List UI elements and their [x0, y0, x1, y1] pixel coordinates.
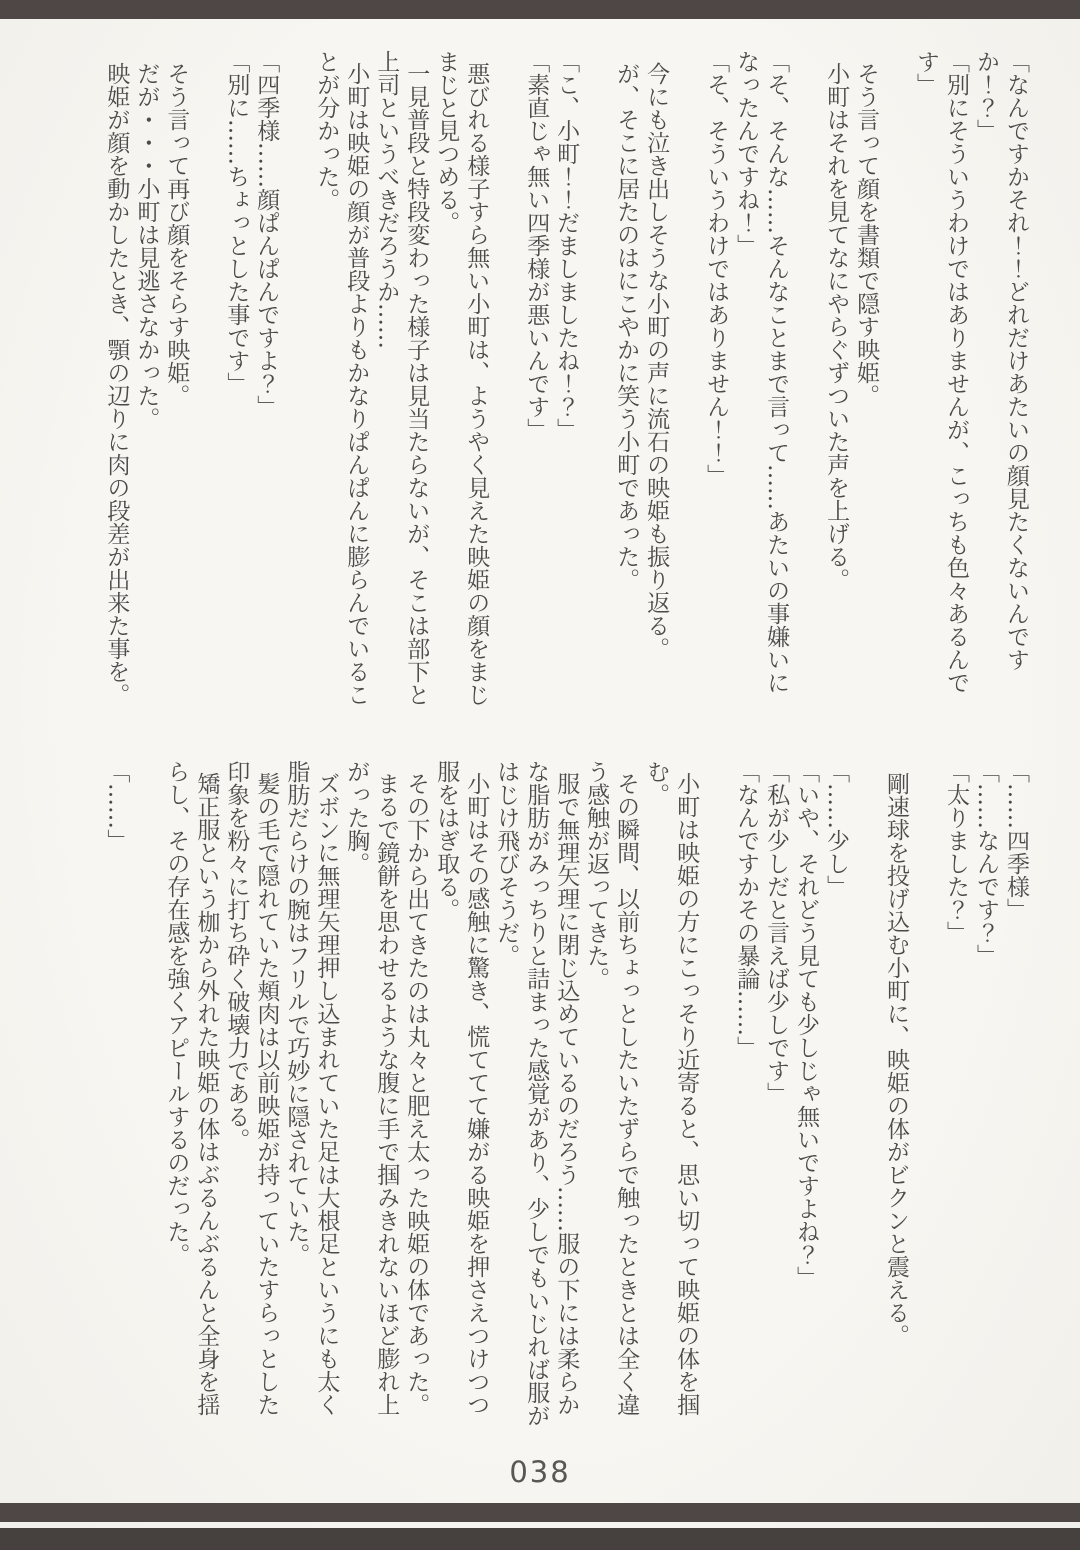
narrative-paragraph: 矯正服という枷から外れた映姫の体はぶるんぶるんと全身を揺らし、その存在感を強くアピールするのだった。 — [163, 760, 220, 1416]
paragraph-group-dialogue — [700, 50, 790, 707]
narrative-paragraph: 剛速球を投げ込む小町に、映姫の体がビクンと震える。 — [883, 772, 910, 1347]
paragraph-group-dialogue — [910, 50, 1030, 707]
dialogue-line: 「……少し」 — [823, 760, 850, 898]
dialogue-line: 「こ、小町！！だましましたね！？」 — [553, 50, 580, 441]
narrative-paragraph: そう言って再び顔をそらす映姫。 — [163, 62, 190, 407]
dialogue-line: 「……」 — [103, 760, 130, 852]
narrative-paragraph: 小町はその感触に驚き、慌ててて嫌がる映姫を押さえつけつつ服をはぎ取る。 — [433, 760, 490, 1416]
narrative-paragraph: 今にも泣き出しそうな小町の声に流石の映姫も振り返る。 — [643, 62, 670, 660]
paragraph-group-dialogue — [940, 760, 1030, 1430]
paragraph-group-narrative — [820, 50, 880, 707]
dialogue-line: 「別にそういうわけではありませんが、こっちも色々あるんです」 — [913, 50, 970, 694]
paragraph-group-dialogue — [220, 50, 280, 707]
dialogue-line: 「素直じゃ無い四季様が悪いんです」 — [523, 50, 550, 441]
narrative-paragraph: まるで鏡餅を思わせるような腹に手で掴みきれないほど膨れ上がった胸。 — [343, 760, 400, 1416]
dialogue-line: 「太りました？」 — [943, 760, 970, 944]
narrative-paragraph: そう言って顔を書類で隠す映姫。 — [853, 62, 880, 407]
paragraph-group-dialogue — [100, 760, 130, 1430]
narrative-paragraph: だが・・・小町は見逃さなかった。 — [133, 62, 160, 430]
paragraph-group-dialogue — [520, 50, 580, 707]
narrative-paragraph: その瞬間、以前ちょっとしたいたずらで触ったときとは全く違う感触が返ってきた。 — [583, 760, 640, 1416]
dialogue-line: 「別に……ちょっとした事です」 — [223, 50, 250, 395]
paragraph-group-narrative — [100, 50, 190, 707]
text-block-lower — [100, 760, 1030, 1430]
text-block-upper — [100, 50, 1030, 707]
dialogue-line: 「なんですかその暴論……」 — [733, 760, 760, 1059]
dialogue-line: 「……四季様」 — [1003, 760, 1029, 921]
bottom-border-bar-inner — [0, 1528, 1080, 1550]
paragraph-group-narrative — [610, 50, 670, 707]
narrative-paragraph: 髪の毛で隠れていた頬肉は以前映姫が持っていたすらっとした印象を粉々に打ち砕く破壊力である。 — [223, 760, 280, 1416]
bottom-border-bar-outer — [0, 1503, 1080, 1522]
narrative-paragraph: ズボンに無理矢理押し込まれていた足は大根足というにも太く脂肪だらけの腕はフリルで巧妙に隠されていた。 — [283, 760, 340, 1416]
narrative-paragraph: 小町は映姫の方にこっそり近寄ると、思い切って映姫の体を掴む。 — [643, 760, 700, 1416]
paragraph-group-dialogue — [730, 760, 850, 1430]
narrative-paragraph: 悪びれる様子すら無い小町は、ようやく見えた映姫の顔をまじまじと見つめる。 — [433, 50, 490, 706]
narrative-paragraph: が、そこに居たのはにこやかに笑う小町であった。 — [613, 62, 640, 591]
dialogue-line: 「なんですかそれ！！どれだけあたいの顔見たくないんですか！？」 — [973, 50, 1029, 671]
narrative-paragraph: 小町はそれを見てなにやらぐずついた声を上げる。 — [823, 62, 850, 591]
page-number: 038 — [509, 1455, 571, 1489]
narrative-paragraph: 一見普段と特段変わった様子は見当たらないが、そこは部下と上司というべきだろうか…… — [373, 50, 430, 706]
paragraph-group-narrative — [310, 50, 490, 707]
narrative-paragraph: 映姫が顔を動かしたとき、顎の辺りに肉の段差が出来た事を。 — [103, 62, 130, 706]
dialogue-line: 「四季様……顔ぱんぱんですよ？」 — [253, 50, 280, 418]
dialogue-line: 「……なんです？」 — [973, 760, 1000, 967]
dialogue-line: 「そ、そういうわけではありません！！」 — [703, 50, 730, 487]
narrative-paragraph: 小町は映姫の顔が普段よりもかなりぱんぱんに膨らんでいることが分かった。 — [313, 50, 370, 706]
dialogue-line: 「いや、それどう見ても少しじゃ無いですよね？」 — [793, 760, 820, 1289]
top-border-bar — [0, 0, 1080, 19]
paragraph-group-narrative — [880, 760, 910, 1430]
dialogue-line: 「私が少しだと言えば少しです」 — [763, 760, 790, 1105]
paragraph-group-narrative — [160, 760, 700, 1430]
narrative-paragraph: その下から出てきたのは丸々と肥え太った映姫の体であった。 — [403, 772, 430, 1416]
dialogue-line: 「そ、そんな……そんなことまで言って……あたいの事嫌いになったんですね！」 — [733, 50, 790, 694]
narrative-paragraph: 服で無理矢理に閉じ込めているのだろう……服の下には柔らかな脂肪がみっちりと詰まった感覚があり、少しでもいじれば服がはじけ飛びそうだ。 — [493, 760, 580, 1427]
